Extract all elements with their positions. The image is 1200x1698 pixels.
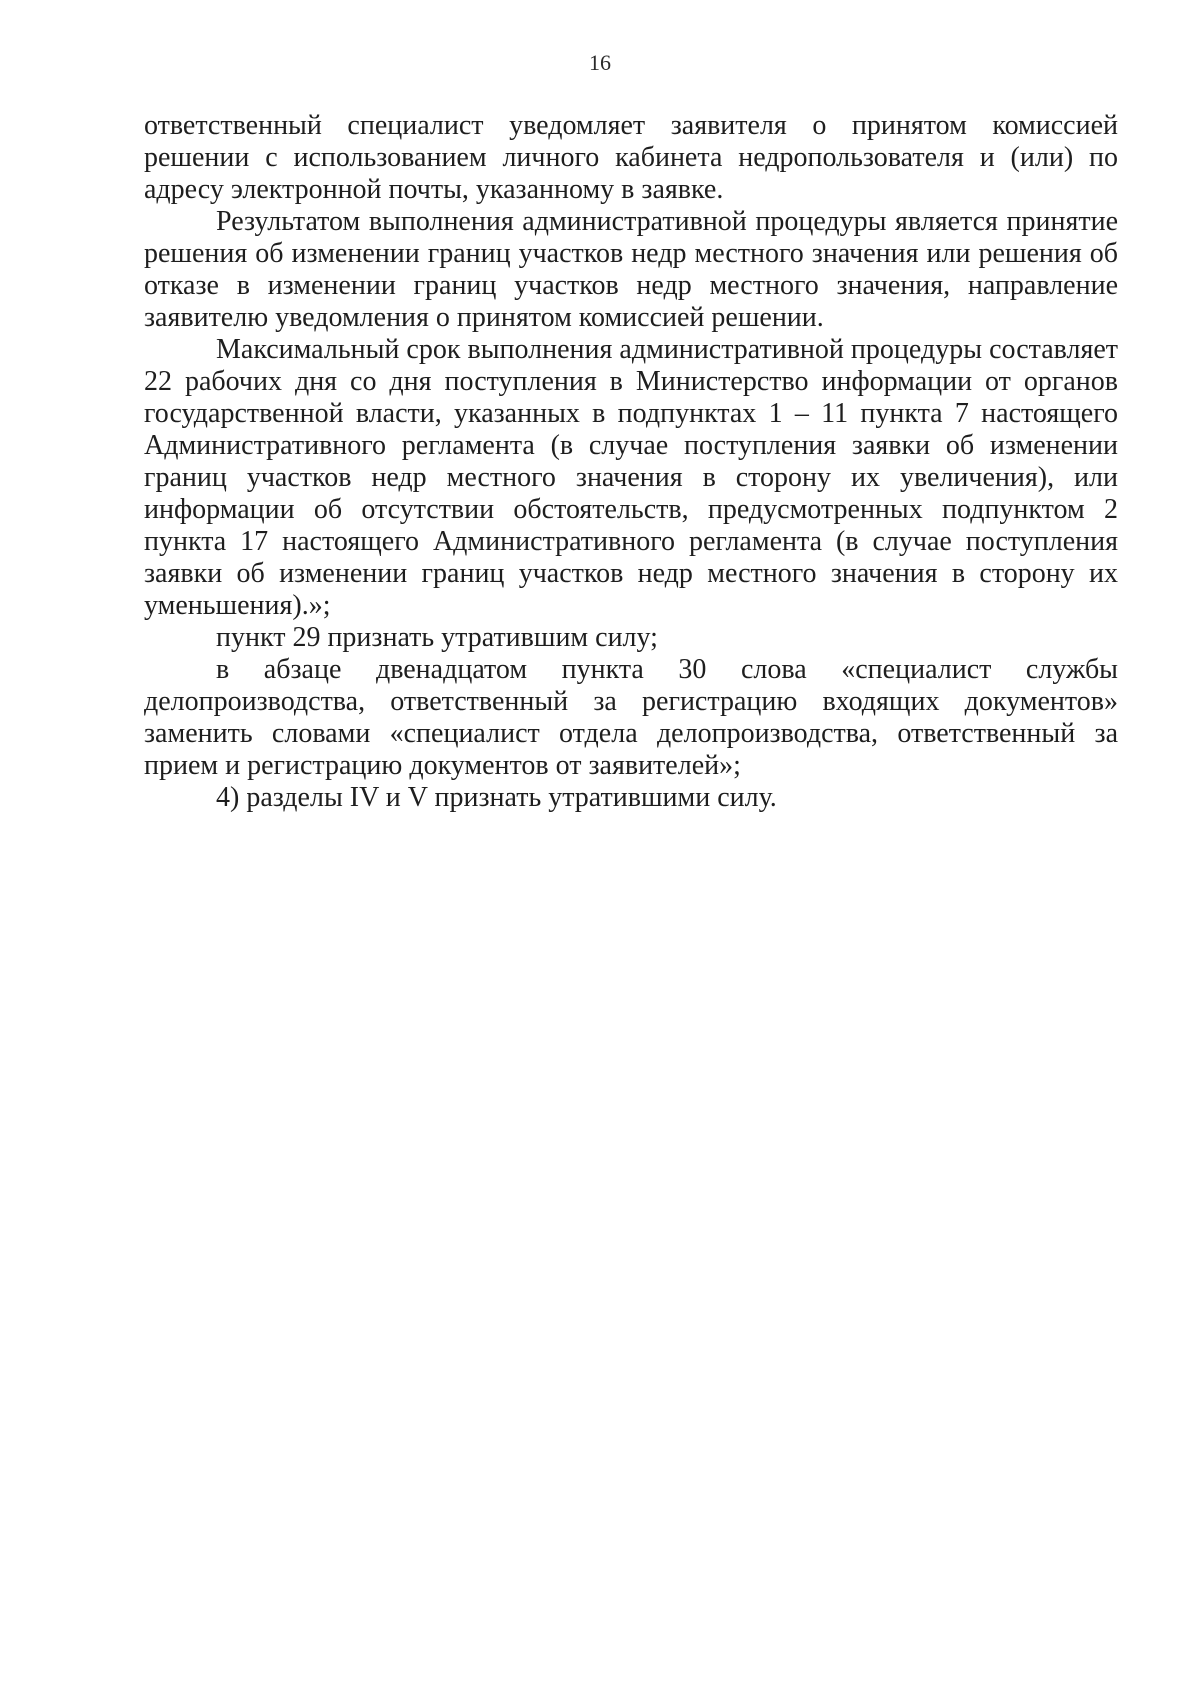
paragraph-result: Результатом выполнения административной процедуры является принятие решения об изменении границ участков недр местного значения или решения об отказе в изменении границ участков недр местного значения, направление заявителю уведомления о принятом комиссией решении. [144,206,1118,333]
paragraph-sections-iv-v: 4) разделы IV и V признать утратившими силу. [216,782,777,813]
page-number: 16 [589,50,611,75]
document-body [144,110,1118,814]
paragraph-continuation: ответственный специалист уведомляет заявителя о принятом комиссией решении с использованием личного кабинета недропользователя и (или) по адресу электронной почты, указанному в заявке. [144,110,1118,205]
paragraph-max-term: Максимальный срок выполнения административной процедуры составляет 22 рабочих дня со дня поступления в Министерство информации от органов государственной власти, указанных в подпунктах 1 – 11 пункта 7 настоящего Административного регламента (в случае поступления заявки об изменении границ участков недр местного значения в сторону их увеличения), или информации об отсутствии обстоятельств, предусмотренных подпунктом 2 пункта 17 настоящего Административного регламента (в случае поступления заявки об изменении границ участков недр местного значения в сторону их уменьшения).»; [144,334,1118,621]
paragraph-point-29: пункт 29 признать утратившим силу; [216,622,658,653]
paragraph-point-30: в абзаце двенадцатом пункта 30 слова «специалист службы делопроизводства, ответственный за регистрацию входящих документов» заменить словами «специалист отдела делопроизводства, ответственный за прием и регистрацию документов от заявителей»; [144,654,1118,781]
